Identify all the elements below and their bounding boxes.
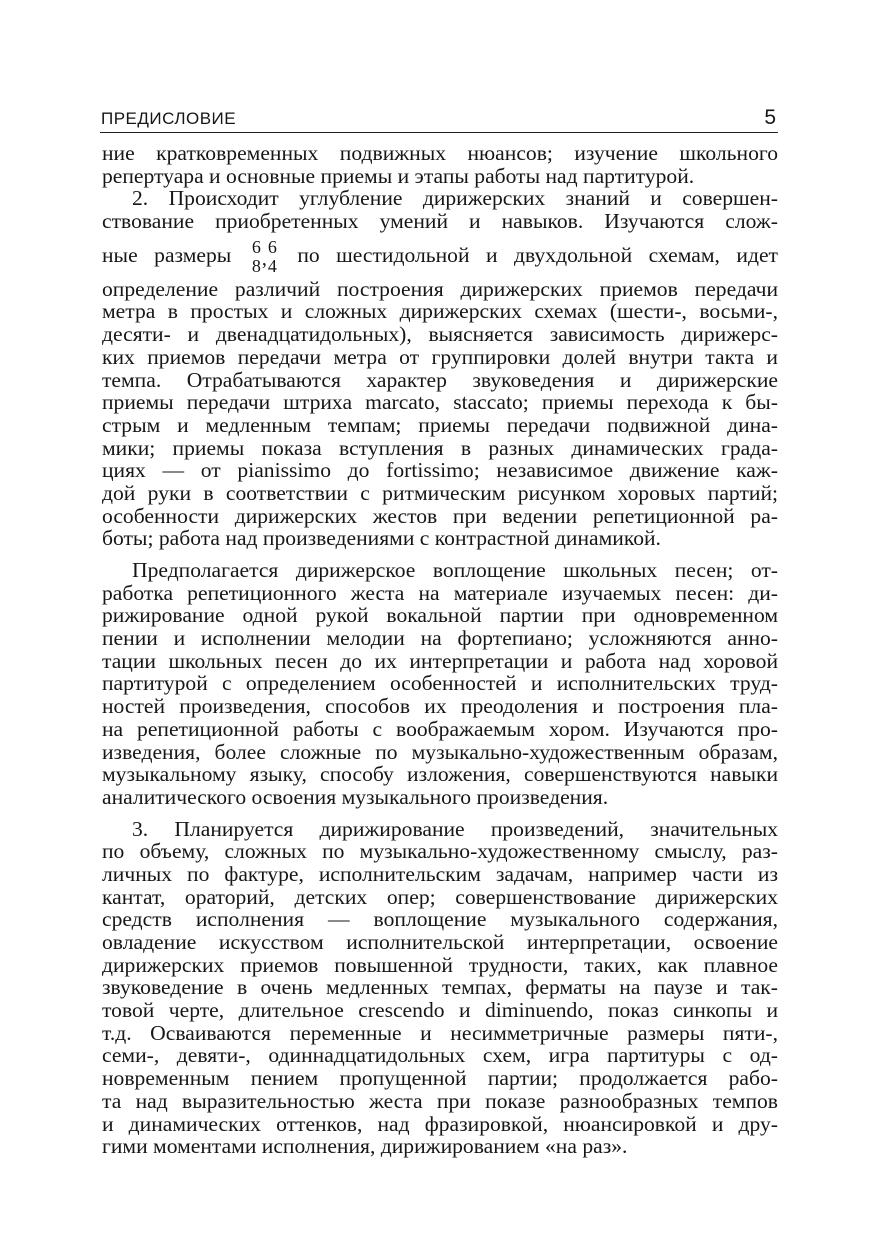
- text-line: новременным пением пропущенной партии; продолжается рабо-: [102, 1066, 778, 1091]
- running-header: [100, 104, 778, 133]
- text-line: 3. Планируется дирижирование произведений, значительных: [132, 816, 778, 841]
- text-line: товой черте, длительное crescendo и diminuendo, показ синкопы и: [102, 998, 778, 1023]
- text-line: боты; работа над произведениями с контрастной динамикой.: [102, 526, 661, 551]
- text-line: темпа. Отрабатываются характер звуковедения и дирижерские: [102, 367, 778, 392]
- text-line: средств исполнения — воплощение музыкального содержания,: [102, 907, 778, 932]
- fraction-6-8: [252, 238, 261, 276]
- body-text: [102, 142, 778, 1158]
- text-line: кантат, ораторий, детских опер; совершенствование дирижерских: [102, 884, 778, 909]
- text-line: особенности дирижерских жестов при ведении репетиционной ра-: [102, 503, 778, 528]
- text-line: дирижерских приемов повышенной трудности, таких, как плавное: [102, 952, 778, 977]
- running-header-title: ПРЕДИСЛОВИЕ: [101, 109, 237, 128]
- text-line: гими моментами исполнения, дирижированием «на раз».: [102, 1134, 628, 1159]
- text-line: та над выразительностью жеста при показе разнообразных темпов: [102, 1088, 778, 1113]
- text-line: ких приемов передачи метра от группировки долей внутри такта и: [102, 344, 778, 369]
- text-line: ностей произведения, способов их преодоления и построения пла-: [102, 694, 778, 719]
- text-line: дой руки в соответствии с ритмическим рисунком хоровых партий;: [102, 480, 778, 505]
- text-line: аналитического освоения музыкального произведения.: [102, 784, 609, 809]
- text-line: звуковедение в очень медленных темпах, ферматы на паузе и так-: [102, 975, 778, 1000]
- text-line: Предполагается дирижерское воплощение школьных песен; от-: [132, 558, 778, 582]
- text-line: овладение искусством исполнительской интерпретации, освоение: [102, 930, 778, 954]
- page-number: 5: [764, 106, 776, 129]
- text-line: т.д. Осваиваются переменные и несимметричные размеры пяти-,: [102, 1020, 778, 1045]
- text-line: работка репетиционного жеста на материале изучаемых песен: ди-: [102, 580, 778, 605]
- text-line: десяти- и двенадцатидольных), выясняется зависимость дирижерс-: [102, 322, 778, 347]
- text-line: по объему, сложных по музыкально-художественному смыслу, раз-: [102, 839, 778, 864]
- text-line: метра в простых и сложных дирижерских схемах (шести-, восьми-,: [102, 299, 778, 324]
- text-line: музыкальному языку, способу изложения, совершенствуются навыки: [102, 762, 778, 787]
- text-line: циях — от pianissimo до fortissimo; независимое движение каж-: [102, 458, 778, 483]
- fraction-numerator: 6: [251, 236, 261, 257]
- text-line: личных по фактуре, исполнительским задачам, например части из: [102, 861, 778, 886]
- fraction-numerator: 6: [267, 236, 277, 257]
- fraction-denominator: 4: [267, 255, 277, 276]
- text-line: мики; приемы показа вступления в разных динамических града-: [102, 435, 778, 460]
- text-line: партитурой с определением особенностей и исполнительских труд-: [102, 671, 778, 696]
- text-line: изведения, более сложные по музыкально-художественным образам,: [102, 739, 778, 764]
- text-line: семи-, девяти-, одиннадцатидольных схем, игра партитуры с од-: [102, 1043, 778, 1068]
- text-line: рижирование одной рукой вокальной партии при одновременном: [102, 603, 778, 628]
- text-line: ствование приобретенных умений и навыков. Изучаются слож-: [102, 209, 778, 234]
- time-signature: [252, 238, 277, 276]
- text-line: и динамических оттенков, над фразировкой, нюансировкой и дру-: [102, 1111, 778, 1136]
- text-line: 2. Происходит углубление дирижерских знаний и совершен-: [132, 186, 778, 211]
- text-fragment: по шестидольной и двухдольной схемам, идет: [297, 242, 778, 267]
- text-line: ние кратковременных подвижных нюансов; изучение школьного: [102, 141, 778, 165]
- text-line: тации школьных песен до их интерпретации и работа над хоровой: [102, 648, 778, 673]
- fraction-separator: ,: [261, 247, 267, 270]
- text-line: стрым и медленным темпам; приемы передачи подвижной дина-: [102, 412, 778, 437]
- text-line: репертуара и основные приемы и этапы работы над партитурой.: [102, 163, 695, 188]
- text-line: пении и исполнении мелодии на фортепиано; усложняются анно-: [102, 626, 778, 651]
- text-line-with-fraction: [102, 233, 778, 278]
- text-line: приемы передачи штриха marcato, staccato; приемы перехода к бы-: [102, 390, 778, 415]
- fraction-6-4: [268, 238, 277, 276]
- fraction-denominator: 8: [251, 255, 261, 276]
- text-line: определение различий построения дирижерских приемов передачи: [102, 276, 778, 301]
- text-line: на репетиционной работы с воображаемым хором. Изучаются про-: [102, 716, 778, 741]
- text-fragment: ные размеры: [102, 242, 232, 267]
